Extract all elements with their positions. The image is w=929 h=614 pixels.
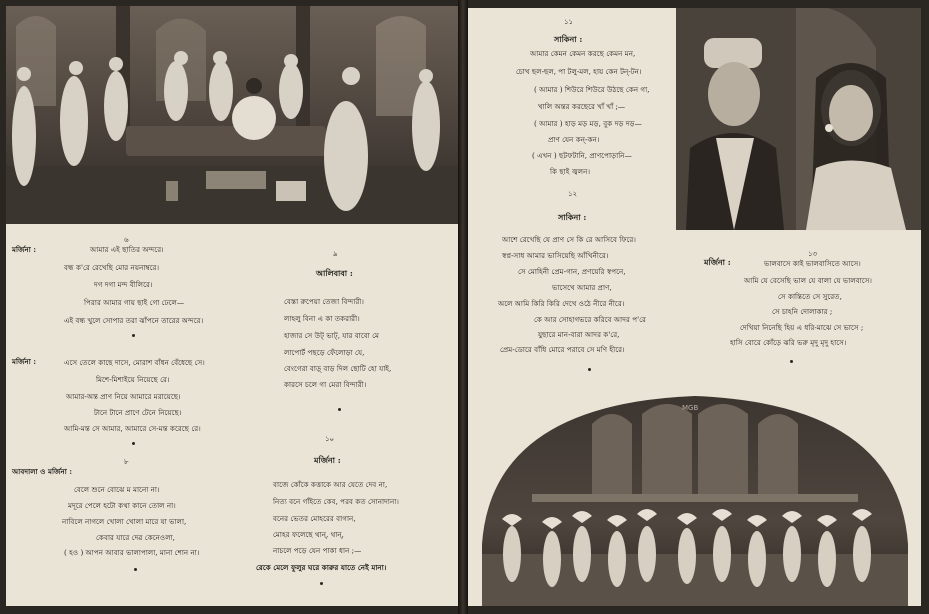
song-8-speaker: আবদালা ও মর্জিনা :	[12, 467, 72, 476]
song-11-line: আমার কেমন কেমন করছে কেমন মন,	[530, 49, 636, 58]
separator-dot	[132, 442, 135, 445]
song-8-line: কেবার যারে দেৱ কেনেওলা,	[96, 533, 175, 542]
book-spine	[458, 0, 468, 614]
song-12-line: যুছারে মান-বারা আদর ক'রে,	[538, 330, 620, 339]
song-12-line: সে মোহিনী প্রেম-গান, প্রণয়েরি স্বপনে,	[518, 267, 626, 276]
song-13-line: দেখিয়া নিনেছি হিয় এ ধরি-মাঝে সে ভাসে ;	[740, 323, 864, 332]
song-11-number: ১১	[564, 18, 574, 26]
song-10-speaker: মর্জিনা :	[314, 455, 341, 465]
song-11-line: প্রাণ যেন কন্-কন।	[548, 135, 600, 144]
song-9-number: ৯	[333, 250, 338, 258]
song-12-line: আশে রেখেছি যে প্রাণ সে কি রে আসিবে ফিরে।	[502, 235, 636, 244]
song-8-line: বেলে শুনে বোঝে ম মানো না।	[74, 485, 160, 494]
photo-sign-text: MGB	[682, 404, 699, 412]
left-page	[6, 6, 458, 606]
song-12-line: কে আর সোহাগভরে করিবে আদর প'রে	[534, 315, 646, 324]
song-11-speaker: সাকিনা :	[554, 34, 583, 44]
song-8-number: ৮	[124, 458, 129, 466]
song-9-line: হাজার সে উট্ ভাট্, যার বাবো মে	[284, 331, 379, 340]
song-12-speaker: সাকিনা :	[558, 212, 587, 222]
song-8-line: মদূরে পেলে হটো কথা কানে তোল না।	[68, 501, 176, 510]
song-10-line: নাচলে পড়ে যেন পাকা ধান ;—	[273, 546, 362, 555]
song-6b-line: আমার-অন্ত প্রাণ নিয়ে আমারে মরায়েছে।	[66, 392, 181, 401]
song-13-line: আমি যে বেসেছি ভাল যে বালা যে ভালবাসে।	[744, 276, 872, 285]
song-13-line: ভালবাসে কাই ভালবাসিতে আসে।	[764, 259, 861, 268]
song-11-line: ( আমার ) হাড় মড় মড়, বুক দড় দড়—	[534, 119, 642, 128]
song-13-number: ১৩	[808, 250, 818, 258]
song-11-line: চোখ ছল-ছল, পা টলু-মল, হায় কেন টন্-টন।	[516, 67, 642, 76]
song-10-line: বাজে কোঁকে কত্তাকে আর যেতে দেব না,	[273, 480, 388, 489]
song-6b-line: মিশে-মিশাইয়ে নিয়েছে রে।	[96, 375, 170, 384]
separator-dot	[790, 360, 793, 363]
portrait-photo	[676, 8, 921, 230]
song-6b-line: টানে টানে প্রাণে টেনে নিয়েছে।	[94, 408, 182, 417]
song-10-line: নিত্য বনে গাঁইতে কেব, পরব কত সোনাদানা।	[273, 497, 399, 506]
separator-dot	[588, 368, 591, 371]
song-9-line: লাপোর্ট পছড়ে ফেঁলোড়া যে,	[284, 348, 365, 357]
song-11-line: ( এখন ) ছটফটানি, প্রাণপোড়ানি—	[532, 151, 632, 160]
song-6b-speaker: মর্জিনা :	[12, 357, 37, 366]
song-6-number: ৬	[124, 236, 129, 244]
separator-dot	[134, 568, 137, 571]
song-13-line: সে কান্তিতে সে সুরেত,	[778, 292, 842, 301]
song-9-line: বেংগেরা বাড়্ বাড় দিল ছোটি হো যাই,	[284, 364, 392, 373]
separator-dot	[320, 582, 323, 585]
song-6-line: আমার এই ছাতির অন্দরে।	[90, 245, 164, 254]
song-6b-line: আমি-মন্ত সে আমার, আমারে সে-মন্ত করেছে রে।	[64, 424, 201, 433]
harem-dance-photo	[6, 6, 458, 224]
song-12-number: ১২	[568, 190, 578, 198]
song-13-line: হাসি বোরে কোঁড়ে ঝরি ভরু মৃদু মৃদু হাসে।	[730, 338, 847, 347]
song-6-line: বন্ধ ক'রে রেখেছি মোর নয়নাম্বরে।	[64, 263, 160, 272]
song-9-line: বেস্তা রুপেয়া তেজা বিন্দারী।	[284, 297, 364, 306]
song-9-speaker: আলিবাবা :	[316, 268, 353, 278]
song-6-line: দগ দগা মন্দ বীলিরে।	[94, 280, 153, 289]
song-8-line: নাবিলে নাগলে খোলা খোলা মারে যা ভালা,	[62, 517, 187, 526]
right-page	[468, 8, 921, 606]
separator-dot	[132, 334, 135, 337]
song-11-line: খালি অন্তর করছেরে খাঁ খাঁ ;—	[538, 102, 626, 111]
song-6-speaker: মর্জিনা :	[12, 245, 37, 254]
song-12-line: ভাসেখে আমার প্রাণ,	[552, 283, 612, 292]
stage-dance-photo	[482, 394, 908, 606]
song-11-line: ( আমার ) শিউরে শিউরে উঠছে কেন গা,	[534, 85, 650, 94]
song-9-line: কারসে চলে গা মেরা বিন্দারী।	[284, 380, 367, 389]
song-6-line: পিরার আমার গায় ছাই গো ঢেলে—	[84, 298, 185, 307]
song-10-number: ১০	[325, 435, 335, 443]
song-13-speaker: মর্জিনা :	[704, 257, 731, 267]
separator-dot	[338, 408, 341, 411]
song-10-line: মোহর ফলেছে থান্, থান্,	[273, 530, 344, 539]
song-6-line: এই বন্ধ খুলে সোপার তরা ঝাঁপনে তারের অন্দরে।	[64, 316, 204, 325]
song-8-line: ( হও ) আপন আবার ভালাপালা, মানা শোন না।	[64, 548, 200, 557]
song-12-line: প্রেম-ডোরে বাঁধি মোরে পরাবে সে মণি হীরে।	[500, 345, 625, 354]
song-11-line: কি ছাই জ্বলন।	[550, 167, 591, 176]
song-9-line: লাহলু বিনা এ কা তকরারী।	[284, 314, 360, 323]
song-10-line: বনের ভেতর মোহরের বাগান,	[273, 514, 356, 523]
song-6b-line: এসে তেলে কাছে দাসে, মোরাশ বাঁধন বেঁধেছে সে।	[64, 358, 205, 367]
song-12-line: স্বপ্ন-সাধ আমার ভাসিয়েছি আঁখিনীরে।	[502, 251, 609, 260]
song-12-line: অলে আমি কিরি কিরি দেখে ওঠে নীরে নীরে।	[498, 299, 625, 308]
song-10-line: রেকে মেলে ফুলুর ঘরে কারুর যাতে নেই মানা।	[256, 563, 387, 572]
song-13-line: সে চাহনি দোলাকার ;	[772, 307, 833, 316]
